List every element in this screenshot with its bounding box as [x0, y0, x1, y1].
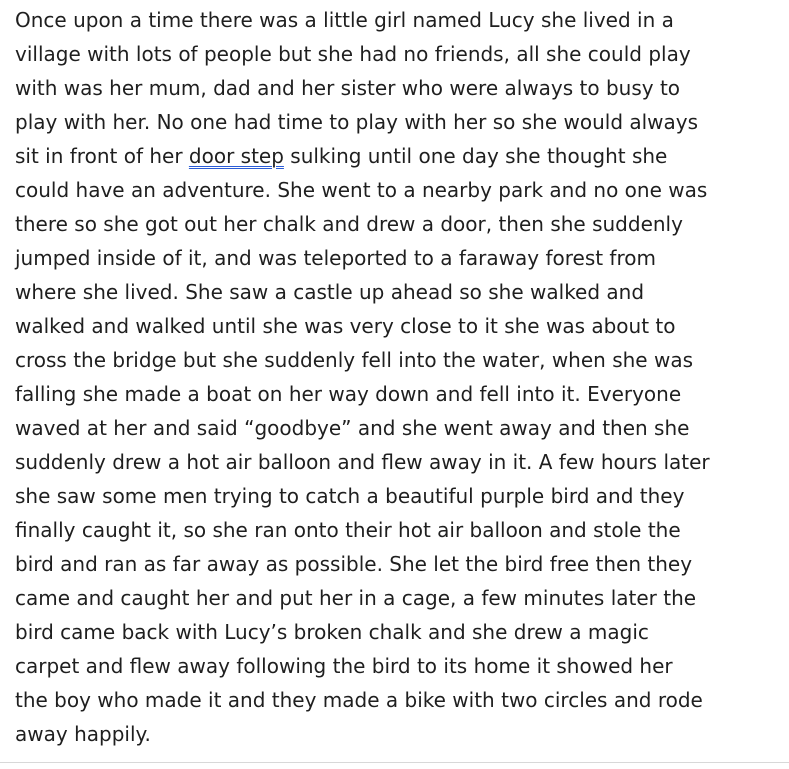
text-line-2: village with lots of people but she had no friends, all she could play — [15, 42, 691, 66]
text-line-18: came and caught her and put her in a cage, a few minutes later the — [15, 586, 697, 610]
text-line-13: waved at her and said “goodbye” and she went away and then she — [15, 416, 690, 440]
text-line-5 — [15, 139, 785, 173]
story-text[interactable] — [15, 3, 785, 751]
text-line-17: bird and ran as far away as possible. She let the bird free then they — [15, 552, 693, 576]
text-line-4: play with her. No one had time to play with her so she would always — [15, 110, 699, 134]
text-line-21: the boy who made it and they made a bike with two circles and rode — [15, 688, 703, 712]
text-line-5-end: sulking until one day she thought she — [290, 144, 668, 168]
text-line-6: could have an adventure. She went to a nearby park and no one was — [15, 178, 708, 202]
text-line-12: falling she made a boat on her way down and fell into it. Everyone — [15, 382, 682, 406]
text-line-7: there so she got out her chalk and drew a door, then she suddenly — [15, 212, 683, 236]
text-line-3: with was her mum, dad and her sister who were always to busy to — [15, 76, 681, 100]
grammar-flag-door-step[interactable]: door step — [188, 144, 284, 168]
page-bottom-divider — [0, 762, 789, 763]
text-line-10: walked and walked until she was very close to it she was about to — [15, 314, 676, 338]
text-line-14: suddenly drew a hot air balloon and flew away in it. A few hours later — [15, 450, 710, 474]
text-line-16: finally caught it, so she ran onto their hot air balloon and stole the — [15, 518, 681, 542]
text-line-5-start: sit in front of her — [15, 144, 183, 168]
text-line-1: Once upon a time there was a little girl named Lucy she lived in a — [15, 8, 674, 32]
text-line-8: jumped inside of it, and was teleported to a faraway forest from — [15, 246, 656, 270]
text-line-9: where she lived. She saw a castle up ahead so she walked and — [15, 280, 645, 304]
text-line-11: cross the bridge but she suddenly fell into the water, when she was — [15, 348, 693, 372]
text-line-15: she saw some men trying to catch a beautiful purple bird and they — [15, 484, 685, 508]
text-line-20: carpet and flew away following the bird to its home it showed her — [15, 654, 673, 678]
text-line-19: bird came back with Lucy’s broken chalk and she drew a magic — [15, 620, 649, 644]
text-line-22: away happily. — [15, 722, 151, 746]
